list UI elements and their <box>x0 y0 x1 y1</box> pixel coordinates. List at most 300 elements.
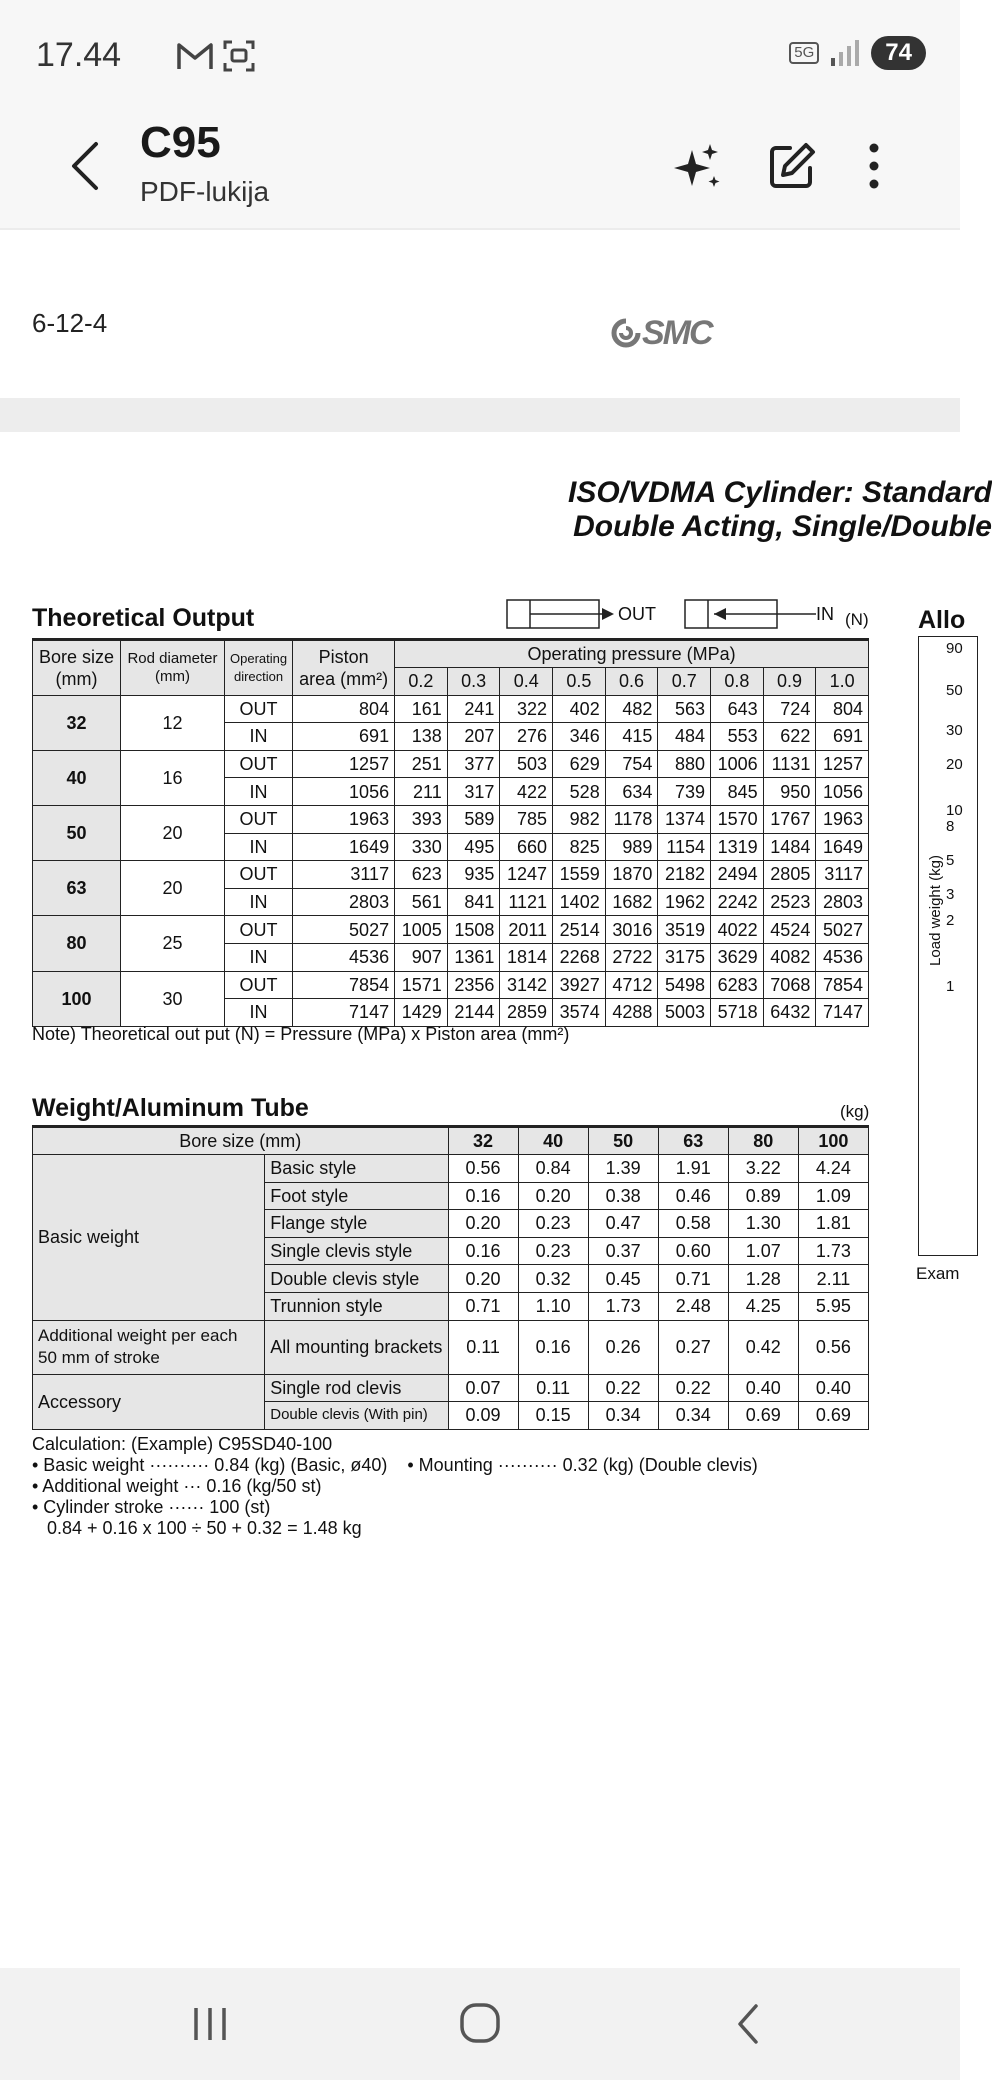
gmail-icon <box>176 41 214 71</box>
weight-cell: 1.73 <box>798 1237 868 1265</box>
weight-cell: 0.71 <box>658 1265 728 1293</box>
force-cell: 1767 <box>763 805 816 833</box>
weight-cell: 0.23 <box>518 1237 588 1265</box>
weight-cell: 0.11 <box>518 1374 588 1402</box>
weight-cell: 1.73 <box>588 1292 658 1320</box>
weight-cell: 0.56 <box>448 1155 518 1183</box>
weight-cell: 1.30 <box>728 1210 798 1238</box>
weight-cell: 1.10 <box>518 1292 588 1320</box>
force-cell: 622 <box>763 723 816 751</box>
bore-header-cell: 40 <box>518 1127 588 1155</box>
force-cell: 2242 <box>711 888 764 916</box>
force-cell: 207 <box>447 723 500 751</box>
row-label: Double clevis (With pin) <box>265 1402 448 1430</box>
force-cell: 982 <box>553 805 606 833</box>
chart-tick: 90 <box>946 640 963 657</box>
force-cell: 2805 <box>763 861 816 889</box>
force-cell: 4288 <box>605 999 658 1027</box>
theoretical-output-unit: (N) <box>845 610 869 629</box>
weight-cell: 0.40 <box>798 1374 868 1402</box>
weight-cell: 0.45 <box>588 1265 658 1293</box>
force-cell: 3574 <box>553 999 606 1027</box>
force-cell: 4022 <box>711 916 764 944</box>
force-cell: 241 <box>447 695 500 723</box>
piston-area-cell: 1649 <box>293 833 395 861</box>
force-cell: 804 <box>816 695 869 723</box>
piston-area-cell: 2803 <box>293 888 395 916</box>
screenshot-icon <box>222 39 256 73</box>
weight-cell: 0.20 <box>518 1182 588 1210</box>
pressure-header-cell: 0.7 <box>658 668 711 696</box>
force-cell: 3117 <box>816 861 869 889</box>
piston-area-cell: 1257 <box>293 750 395 778</box>
allowable-title-fragment: Allo <box>918 606 966 634</box>
app-name: PDF-lukija <box>140 176 270 207</box>
in-symbol-label: IN <box>816 604 834 624</box>
force-cell: 393 <box>395 805 448 833</box>
weight-header-row <box>33 1127 869 1155</box>
force-cell: 495 <box>447 833 500 861</box>
force-cell: 1257 <box>816 750 869 778</box>
force-cell: 422 <box>500 778 553 806</box>
header-bore-size: Bore size (mm) <box>33 1127 449 1155</box>
force-cell: 754 <box>605 750 658 778</box>
force-cell: 3016 <box>605 916 658 944</box>
bore-cell: 32 <box>33 695 121 750</box>
force-cell: 785 <box>500 805 553 833</box>
group-accessory: Accessory <box>33 1374 265 1429</box>
force-cell: 1131 <box>763 750 816 778</box>
force-cell: 317 <box>447 778 500 806</box>
calc-line-4: • Cylinder stroke ······ 100 (st) <box>32 1497 271 1517</box>
recent-apps-icon[interactable] <box>180 1996 240 2052</box>
direction-cell: IN <box>225 778 293 806</box>
force-cell: 880 <box>658 750 711 778</box>
document-title: C95 <box>140 118 221 167</box>
pdf-page[interactable] <box>0 432 992 1968</box>
weight-row <box>33 1320 869 1374</box>
piston-area-cell: 1056 <box>293 778 395 806</box>
force-cell: 3519 <box>658 916 711 944</box>
force-cell: 2011 <box>500 916 553 944</box>
status-notification-icons <box>176 38 256 74</box>
force-cell: 2722 <box>605 943 658 971</box>
chart-tick: 1 <box>946 978 955 995</box>
force-cell: 251 <box>395 750 448 778</box>
back-arrow-icon[interactable] <box>60 136 116 196</box>
row-label: Flange style <box>265 1210 448 1238</box>
calculation-example <box>32 1434 758 1539</box>
bore-header-cell: 50 <box>588 1127 658 1155</box>
chart-tick: 8 <box>946 818 955 835</box>
force-cell: 589 <box>447 805 500 833</box>
force-cell: 1402 <box>553 888 606 916</box>
bore-cell: 40 <box>33 750 121 805</box>
force-cell: 2514 <box>553 916 606 944</box>
force-cell: 561 <box>395 888 448 916</box>
force-cell: 7147 <box>816 999 869 1027</box>
bore-header-cell: 100 <box>798 1127 868 1155</box>
chart-tick: 3 <box>946 886 955 903</box>
force-cell: 503 <box>500 750 553 778</box>
weight-cell: 0.69 <box>798 1402 868 1430</box>
weight-cell: 0.07 <box>448 1374 518 1402</box>
chart-tick: 20 <box>946 756 963 773</box>
force-cell: 4524 <box>763 916 816 944</box>
force-cell: 1056 <box>816 778 869 806</box>
force-cell: 2523 <box>763 888 816 916</box>
row-label: Trunnion style <box>265 1292 448 1320</box>
force-cell: 322 <box>500 695 553 723</box>
weight-cell: 0.11 <box>448 1320 518 1374</box>
example-fragment: Exam <box>916 1264 960 1283</box>
pressure-header-cell: 0.9 <box>763 668 816 696</box>
force-cell: 7068 <box>763 971 816 999</box>
direction-cell: IN <box>225 999 293 1027</box>
weight-cell: 0.69 <box>728 1402 798 1430</box>
weight-cell: 1.28 <box>728 1265 798 1293</box>
direction-cell: OUT <box>225 971 293 999</box>
force-cell: 1429 <box>395 999 448 1027</box>
more-options-icon[interactable] <box>848 140 900 192</box>
rod-cell: 20 <box>121 861 225 916</box>
table-row <box>33 750 869 778</box>
rod-cell: 30 <box>121 971 225 1026</box>
force-cell: 1963 <box>816 805 869 833</box>
doc-title-line2: Double Acting, Single/Double <box>573 510 992 543</box>
weight-title: Weight/Aluminum Tube <box>32 1094 309 1122</box>
force-cell: 660 <box>500 833 553 861</box>
force-cell: 724 <box>763 695 816 723</box>
weight-cell: 0.46 <box>658 1182 728 1210</box>
weight-cell: 0.37 <box>588 1237 658 1265</box>
force-cell: 330 <box>395 833 448 861</box>
bore-header-cell: 80 <box>728 1127 798 1155</box>
table-header-row <box>33 640 869 668</box>
force-cell: 1571 <box>395 971 448 999</box>
in-symbol-icon <box>684 598 838 630</box>
force-cell: 1870 <box>605 861 658 889</box>
direction-cell: OUT <box>225 916 293 944</box>
force-cell: 276 <box>500 723 553 751</box>
header-piston-area: Piston area (mm²) <box>293 640 395 696</box>
chart-tick: 50 <box>946 682 963 699</box>
piston-area-cell: 4536 <box>293 943 395 971</box>
pressure-header-cell: 1.0 <box>816 668 869 696</box>
force-cell: 1154 <box>658 833 711 861</box>
row-label: Double clevis style <box>265 1265 448 1293</box>
force-cell: 5027 <box>816 916 869 944</box>
weight-cell: 0.71 <box>448 1292 518 1320</box>
force-cell: 1247 <box>500 861 553 889</box>
force-cell: 2494 <box>711 861 764 889</box>
weight-cell: 0.09 <box>448 1402 518 1430</box>
force-cell: 3142 <box>500 971 553 999</box>
force-cell: 1649 <box>816 833 869 861</box>
system-nav-bar <box>0 1968 960 2080</box>
force-cell: 1570 <box>711 805 764 833</box>
force-cell: 402 <box>553 695 606 723</box>
calc-line-5: 0.84 + 0.16 x 100 ÷ 50 + 0.32 = 1.48 kg <box>47 1518 362 1538</box>
rod-cell: 25 <box>121 916 225 971</box>
direction-cell: IN <box>225 833 293 861</box>
weight-cell: 0.84 <box>518 1155 588 1183</box>
battery-indicator: 74 <box>871 36 926 70</box>
force-cell: 482 <box>605 695 658 723</box>
force-cell: 739 <box>658 778 711 806</box>
status-system-icons <box>789 36 926 70</box>
weight-cell: 4.24 <box>798 1155 868 1183</box>
weight-cell: 1.09 <box>798 1182 868 1210</box>
force-cell: 1559 <box>553 861 606 889</box>
force-cell: 825 <box>553 833 606 861</box>
force-cell: 5498 <box>658 971 711 999</box>
pressure-header-cell: 0.8 <box>711 668 764 696</box>
weight-cell: 0.22 <box>658 1374 728 1402</box>
weight-cell: 0.42 <box>728 1320 798 1374</box>
pressure-header-cell: 0.6 <box>605 668 658 696</box>
smc-logo <box>610 314 712 353</box>
calc-line-2 <box>32 1455 758 1476</box>
force-cell: 2268 <box>553 943 606 971</box>
force-cell: 528 <box>553 778 606 806</box>
chart-tick: 5 <box>946 852 955 869</box>
direction-cell: IN <box>225 943 293 971</box>
header-rod: Rod diameter (mm) <box>121 640 225 696</box>
force-cell: 2356 <box>447 971 500 999</box>
weight-cell: 0.56 <box>798 1320 868 1374</box>
piston-area-cell: 7147 <box>293 999 395 1027</box>
force-cell: 377 <box>447 750 500 778</box>
force-cell: 1319 <box>711 833 764 861</box>
force-cell: 1005 <box>395 916 448 944</box>
weight-cell: 2.11 <box>798 1265 868 1293</box>
direction-cell: OUT <box>225 805 293 833</box>
weight-cell: 0.16 <box>518 1320 588 1374</box>
calc-basic-weight: • Basic weight ·········· 0.84 (kg) (Basic, ø40) <box>32 1455 388 1475</box>
weight-cell: 0.38 <box>588 1182 658 1210</box>
calc-line-3: • Additional weight ··· 0.16 (kg/50 st) <box>32 1476 322 1496</box>
force-cell: 623 <box>395 861 448 889</box>
force-cell: 845 <box>711 778 764 806</box>
weight-row <box>33 1155 869 1183</box>
weight-cell: 0.20 <box>448 1210 518 1238</box>
force-cell: 4712 <box>605 971 658 999</box>
force-cell: 935 <box>447 861 500 889</box>
force-cell: 553 <box>711 723 764 751</box>
weight-cell: 0.89 <box>728 1182 798 1210</box>
bore-cell: 80 <box>33 916 121 971</box>
smc-logo-swirl-icon <box>610 318 642 348</box>
force-cell: 346 <box>553 723 606 751</box>
smc-logo-text: SMC <box>642 314 712 352</box>
force-cell: 6432 <box>763 999 816 1027</box>
back-nav-icon[interactable] <box>720 1996 780 2052</box>
row-label: Single rod clevis <box>265 1374 448 1402</box>
force-cell: 1006 <box>711 750 764 778</box>
bore-cell: 50 <box>33 805 121 860</box>
force-cell: 634 <box>605 778 658 806</box>
pressure-header-cell: 0.5 <box>553 668 606 696</box>
force-cell: 5718 <box>711 999 764 1027</box>
row-label: Single clevis style <box>265 1237 448 1265</box>
piston-area-cell: 804 <box>293 695 395 723</box>
weight-cell: 0.34 <box>588 1402 658 1430</box>
calc-mounting: • Mounting ·········· 0.32 (kg) (Double clevis) <box>407 1455 758 1475</box>
table-row <box>33 971 869 999</box>
table-row <box>33 695 869 723</box>
weight-cell: 5.95 <box>798 1292 868 1320</box>
force-cell: 1814 <box>500 943 553 971</box>
force-cell: 563 <box>658 695 711 723</box>
row-label: Foot style <box>265 1182 448 1210</box>
doc-title <box>568 476 992 544</box>
rod-cell: 16 <box>121 750 225 805</box>
table-row <box>33 861 869 889</box>
weight-cell: 0.27 <box>658 1320 728 1374</box>
piston-area-cell: 3117 <box>293 861 395 889</box>
weight-cell: 1.07 <box>728 1237 798 1265</box>
pdf-page-header <box>0 230 960 398</box>
ai-sparkle-icon[interactable] <box>672 140 724 192</box>
piston-area-cell: 7854 <box>293 971 395 999</box>
chart-y-axis-label: Load weight (kg) <box>926 855 944 966</box>
force-cell: 950 <box>763 778 816 806</box>
force-cell: 4082 <box>763 943 816 971</box>
weight-cell: 0.47 <box>588 1210 658 1238</box>
force-cell: 1508 <box>447 916 500 944</box>
group-additional-weight: Additional weight per each 50 mm of stroke <box>33 1320 265 1374</box>
bore-header-cell: 63 <box>658 1127 728 1155</box>
force-cell: 3927 <box>553 971 606 999</box>
weight-cell: 0.20 <box>448 1265 518 1293</box>
weight-cell: 1.91 <box>658 1155 728 1183</box>
weight-cell: 0.34 <box>658 1402 728 1430</box>
force-cell: 3175 <box>658 943 711 971</box>
header-direction: Operating direction <box>225 640 293 696</box>
force-cell: 907 <box>395 943 448 971</box>
row-label: All mounting brackets <box>265 1320 448 1374</box>
weight-table <box>32 1125 869 1430</box>
force-cell: 2859 <box>500 999 553 1027</box>
piston-area-cell: 1963 <box>293 805 395 833</box>
force-cell: 2803 <box>816 888 869 916</box>
piston-area-cell: 691 <box>293 723 395 751</box>
force-cell: 2182 <box>658 861 711 889</box>
force-cell: 1361 <box>447 943 500 971</box>
page-separator <box>0 398 960 432</box>
force-cell: 1682 <box>605 888 658 916</box>
direction-cell: IN <box>225 723 293 751</box>
chart-tick: 2 <box>946 912 955 929</box>
force-cell: 691 <box>816 723 869 751</box>
force-cell: 484 <box>658 723 711 751</box>
force-cell: 211 <box>395 778 448 806</box>
theoretical-output-table <box>32 638 869 1027</box>
status-time: 17.44 <box>36 36 122 74</box>
edit-icon[interactable] <box>766 140 818 192</box>
weight-cell: 4.25 <box>728 1292 798 1320</box>
theoretical-output-note: Note) Theoretical out put (N) = Pressure (MPa) x Piston area (mm²) <box>32 1024 570 1044</box>
pressure-header-cell: 0.3 <box>447 668 500 696</box>
force-cell: 1484 <box>763 833 816 861</box>
direction-cell: OUT <box>225 695 293 723</box>
weight-cell: 1.39 <box>588 1155 658 1183</box>
chart-tick: 30 <box>946 722 963 739</box>
table-row <box>33 805 869 833</box>
force-cell: 1962 <box>658 888 711 916</box>
weight-cell: 0.22 <box>588 1374 658 1402</box>
weight-cell: 0.58 <box>658 1210 728 1238</box>
force-cell: 5003 <box>658 999 711 1027</box>
weight-unit: (kg) <box>840 1102 870 1121</box>
header-pressure: Operating pressure (MPa) <box>395 640 869 668</box>
force-cell: 1121 <box>500 888 553 916</box>
rod-cell: 20 <box>121 805 225 860</box>
out-symbol-label: OUT <box>618 604 656 624</box>
direction-cell: OUT <box>225 861 293 889</box>
weight-cell: 0.32 <box>518 1265 588 1293</box>
group-basic-weight: Basic weight <box>33 1155 265 1321</box>
force-cell: 1374 <box>658 805 711 833</box>
force-cell: 3629 <box>711 943 764 971</box>
weight-cell: 3.22 <box>728 1155 798 1183</box>
force-cell: 4536 <box>816 943 869 971</box>
force-cell: 629 <box>553 750 606 778</box>
weight-row <box>33 1374 869 1402</box>
direction-cell: OUT <box>225 750 293 778</box>
weight-cell: 0.26 <box>588 1320 658 1374</box>
direction-cell: IN <box>225 888 293 916</box>
status-bar <box>0 0 960 110</box>
force-cell: 161 <box>395 695 448 723</box>
out-symbol-icon <box>506 598 682 630</box>
weight-cell: 2.48 <box>658 1292 728 1320</box>
home-icon[interactable] <box>450 1996 510 2052</box>
app-bar <box>0 110 960 228</box>
pressure-header-cell: 0.2 <box>395 668 448 696</box>
force-cell: 841 <box>447 888 500 916</box>
weight-cell: 0.16 <box>448 1182 518 1210</box>
doc-title-line1: ISO/VDMA Cylinder: Standard <box>568 476 992 509</box>
force-cell: 7854 <box>816 971 869 999</box>
rod-cell: 12 <box>121 695 225 750</box>
signal-icon <box>829 38 861 68</box>
force-cell: 138 <box>395 723 448 751</box>
chart-tick: 10 <box>946 802 963 819</box>
bore-header-cell: 32 <box>448 1127 518 1155</box>
bore-cell: 63 <box>33 861 121 916</box>
page-number: 6-12-4 <box>32 308 108 338</box>
force-cell: 2144 <box>447 999 500 1027</box>
bore-cell: 100 <box>33 971 121 1026</box>
force-cell: 6283 <box>711 971 764 999</box>
header-bore: Bore size (mm) <box>33 640 121 696</box>
weight-cell: 0.15 <box>518 1402 588 1430</box>
weight-cell: 0.23 <box>518 1210 588 1238</box>
force-cell: 643 <box>711 695 764 723</box>
force-cell: 989 <box>605 833 658 861</box>
row-label: Basic style <box>265 1155 448 1183</box>
weight-cell: 0.16 <box>448 1237 518 1265</box>
piston-area-cell: 5027 <box>293 916 395 944</box>
weight-cell: 0.60 <box>658 1237 728 1265</box>
pressure-header-cell: 0.4 <box>500 668 553 696</box>
weight-cell: 1.81 <box>798 1210 868 1238</box>
force-cell: 1178 <box>605 805 658 833</box>
weight-cell: 0.40 <box>728 1374 798 1402</box>
network-type-badge: 5G <box>789 42 819 64</box>
